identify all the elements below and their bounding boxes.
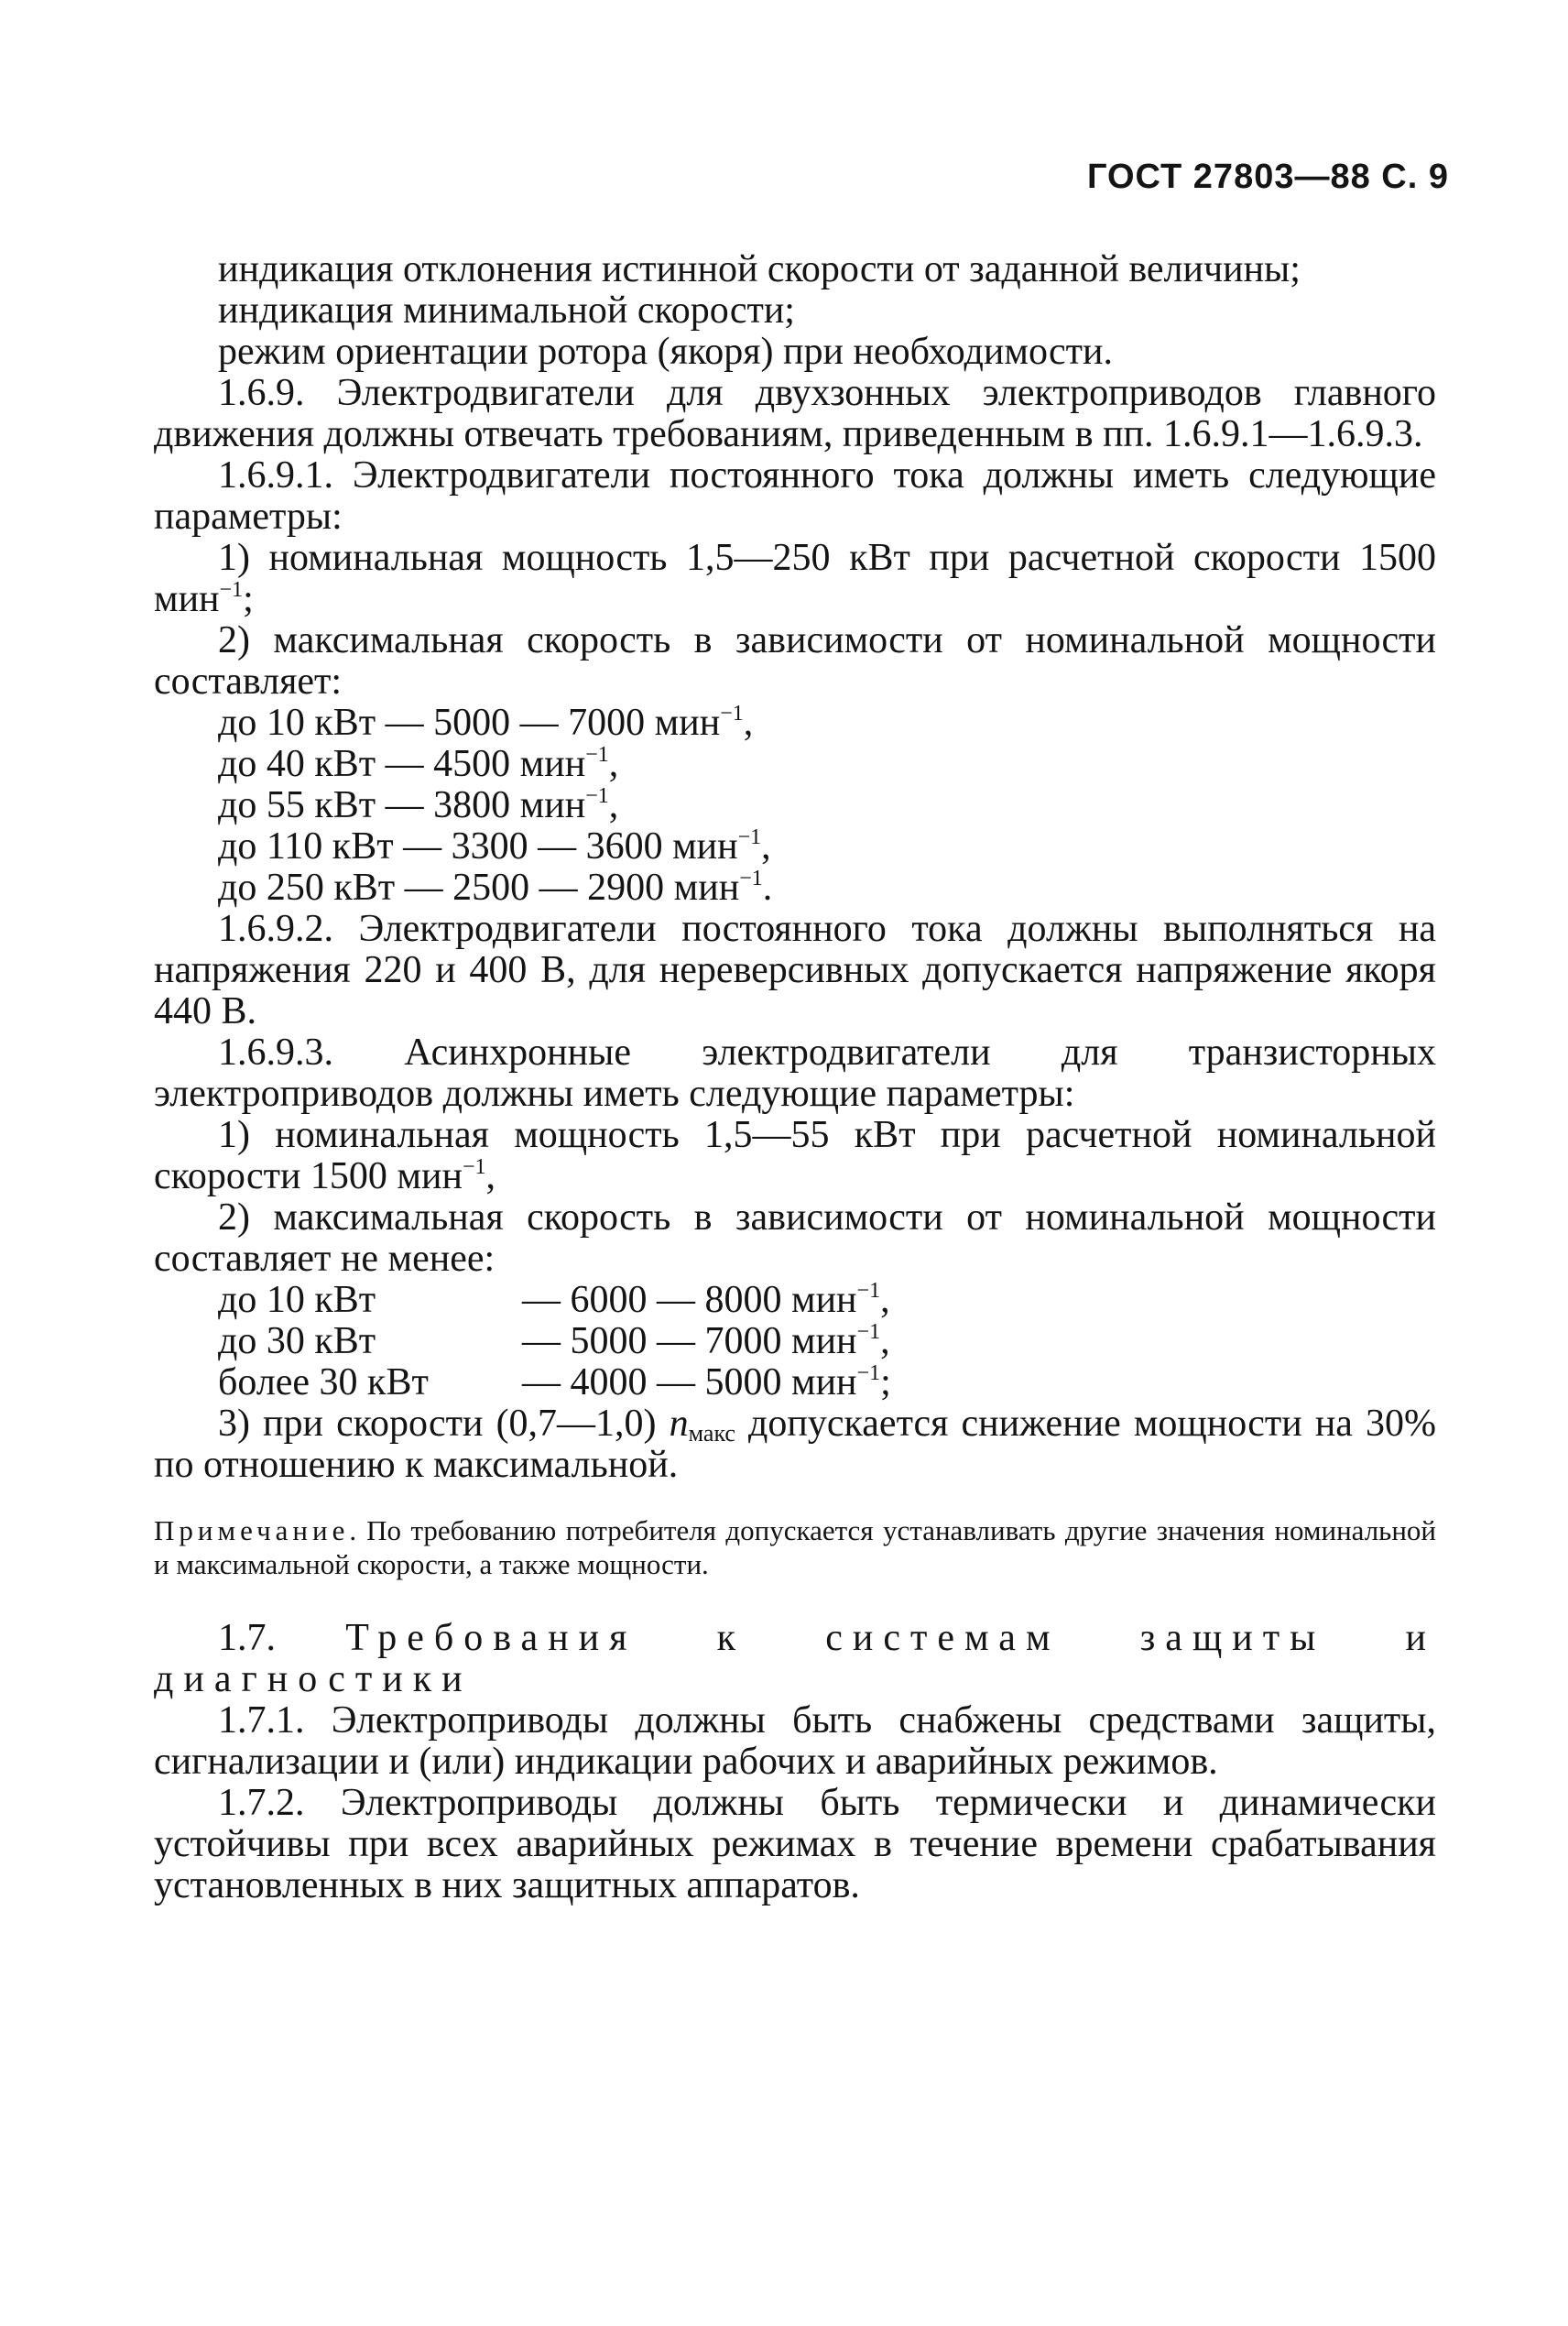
async-row-label: до 30 кВт: [218, 1320, 376, 1362]
superscript: −1: [462, 1155, 486, 1179]
speed-row-10kw: [154, 703, 1436, 744]
document-body: [154, 249, 1436, 1906]
async-speed-row-30kw: [154, 1321, 1436, 1362]
speed-row-text: до 55 кВт — 3800 мин: [218, 784, 586, 826]
speed-row-text: до 250 кВт — 2500 — 2900 мин: [218, 867, 740, 909]
superscript: −1: [856, 1361, 881, 1385]
max-subscript: макс: [688, 1420, 735, 1447]
speed-row-110kw: [154, 826, 1436, 868]
page-header: ГОСТ 27803—88 С. 9: [1086, 158, 1449, 196]
paragraph-1-7-1: 1.7.1. Электроприводы должны быть снабжены средствами защиты, сигнализации и (или) индикации рабочих и аварийных режимов.: [154, 1699, 1436, 1783]
paragraph-1-6-9: 1.6.9. Электродвигатели для двухзонных электроприводов главного движения должны отвечать требованиям, приведенным в пп. 1.6.9.1—1.6.9.3.: [154, 372, 1436, 455]
paragraph-async-rated-power: [154, 1115, 1436, 1197]
paragraph-async-max-speed: 2) максимальная скорость в зависимости от номинальной мощности составляет не менее:: [154, 1196, 1436, 1280]
superscript: −1: [219, 578, 244, 602]
async-speed-row-over-30kw: [154, 1362, 1436, 1403]
punct: ,: [608, 743, 619, 785]
rated-power-text: 1) номинальная мощность 1,5—250 кВт при расчетной скорости 1500 мин: [154, 537, 1436, 620]
punct: ,: [485, 1155, 496, 1197]
punct: ,: [761, 825, 771, 868]
async-row-value-text: — 4000 — 5000 мин: [522, 1361, 857, 1403]
n-symbol: n: [669, 1403, 689, 1445]
async-row-value-text: — 5000 — 7000 мин: [522, 1320, 857, 1362]
speed-row-text: до 10 кВт — 5000 — 7000 мин: [218, 702, 721, 744]
n-max-symbol: [670, 1403, 735, 1445]
paragraph-rotor-orientation: режим ориентации ротора (якоря) при необходимости.: [218, 331, 1113, 373]
section-number: 1.7.: [218, 1617, 276, 1659]
punct: .: [762, 867, 773, 909]
paragraph-min-speed-indication: индикация минимальной скорости;: [218, 289, 795, 332]
async-row-label: более 30 кВт: [218, 1361, 429, 1403]
punct: ;: [243, 578, 254, 620]
async-row-value-text: — 6000 — 8000 мин: [522, 1279, 857, 1321]
speed-row-text: до 110 кВт — 3300 — 3600 мин: [218, 825, 738, 868]
async-row-value: [522, 1280, 1436, 1321]
superscript: −1: [856, 1279, 881, 1303]
section-heading: [154, 1618, 1436, 1700]
speed-row-250kw: [154, 868, 1436, 909]
superscript: −1: [720, 702, 744, 726]
superscript: −1: [739, 867, 763, 890]
paragraph-max-speed: 2) максимальная скорость в зависимости от номинальной мощности составляет:: [154, 619, 1436, 703]
punct: ,: [880, 1320, 890, 1362]
note-label: Примечание.: [154, 1514, 362, 1546]
punct: ;: [880, 1361, 891, 1403]
async-row-label: до 10 кВт: [218, 1279, 376, 1321]
paragraph-rated-power: [154, 538, 1436, 620]
section-title: Требования к системам защиты и диагностики: [154, 1617, 1437, 1700]
superscript: −1: [585, 743, 609, 767]
note-text: По требованию потребителя допускается устанавливать другие значения номинальной и максимальной скорости, а также мощности.: [154, 1514, 1436, 1580]
note: [154, 1513, 1436, 1581]
paragraph-1-6-9-2: 1.6.9.2. Электродвигатели постоянного тока должны выполняться на напряжения 220 и 400 В, для нереверсивных допускается напряжение якоря 440 В.: [154, 908, 1436, 1032]
async-rated-power-text: 1) номинальная мощность 1,5—55 кВт при расчетной номинальной скорости 1500 мин: [154, 1114, 1436, 1197]
speed-row-text: до 40 кВт — 4500 мин: [218, 743, 586, 785]
paragraph-power-reduction: [154, 1403, 1436, 1486]
punct: ,: [743, 702, 754, 744]
async-row-value: [522, 1362, 1436, 1403]
speed-row-55kw: [154, 785, 1436, 826]
power-reduction-text-end: допускается снижение мощности на 30% по отношению к максимальной.: [154, 1403, 1436, 1486]
superscript: −1: [856, 1320, 881, 1344]
paragraph-1-6-9-1: 1.6.9.1. Электродвигатели постоянного тока должны иметь следующие параметры:: [154, 454, 1436, 538]
punct: ,: [880, 1279, 890, 1321]
paragraph-1-7-2: 1.7.2. Электроприводы должны быть термически и динамически устойчивы при всех аварийных режимах в течение времени срабатывания установленных в них защитных аппаратов.: [154, 1782, 1436, 1906]
superscript: −1: [737, 825, 762, 849]
async-row-value: [522, 1321, 1436, 1362]
punct: ,: [608, 784, 619, 826]
async-speed-row-10kw: [154, 1280, 1436, 1321]
speed-row-40kw: [154, 744, 1436, 785]
superscript: −1: [585, 784, 609, 808]
paragraph-deviation-indication: индикация отклонения истинной скорости от заданной величины;: [218, 248, 1301, 290]
power-reduction-text: 3) при скорости (0,7—1,0): [218, 1403, 670, 1445]
paragraph-1-6-9-3: 1.6.9.3. Асинхронные электродвигатели для транзисторных электроприводов должны иметь следующие параметры:: [154, 1032, 1436, 1115]
